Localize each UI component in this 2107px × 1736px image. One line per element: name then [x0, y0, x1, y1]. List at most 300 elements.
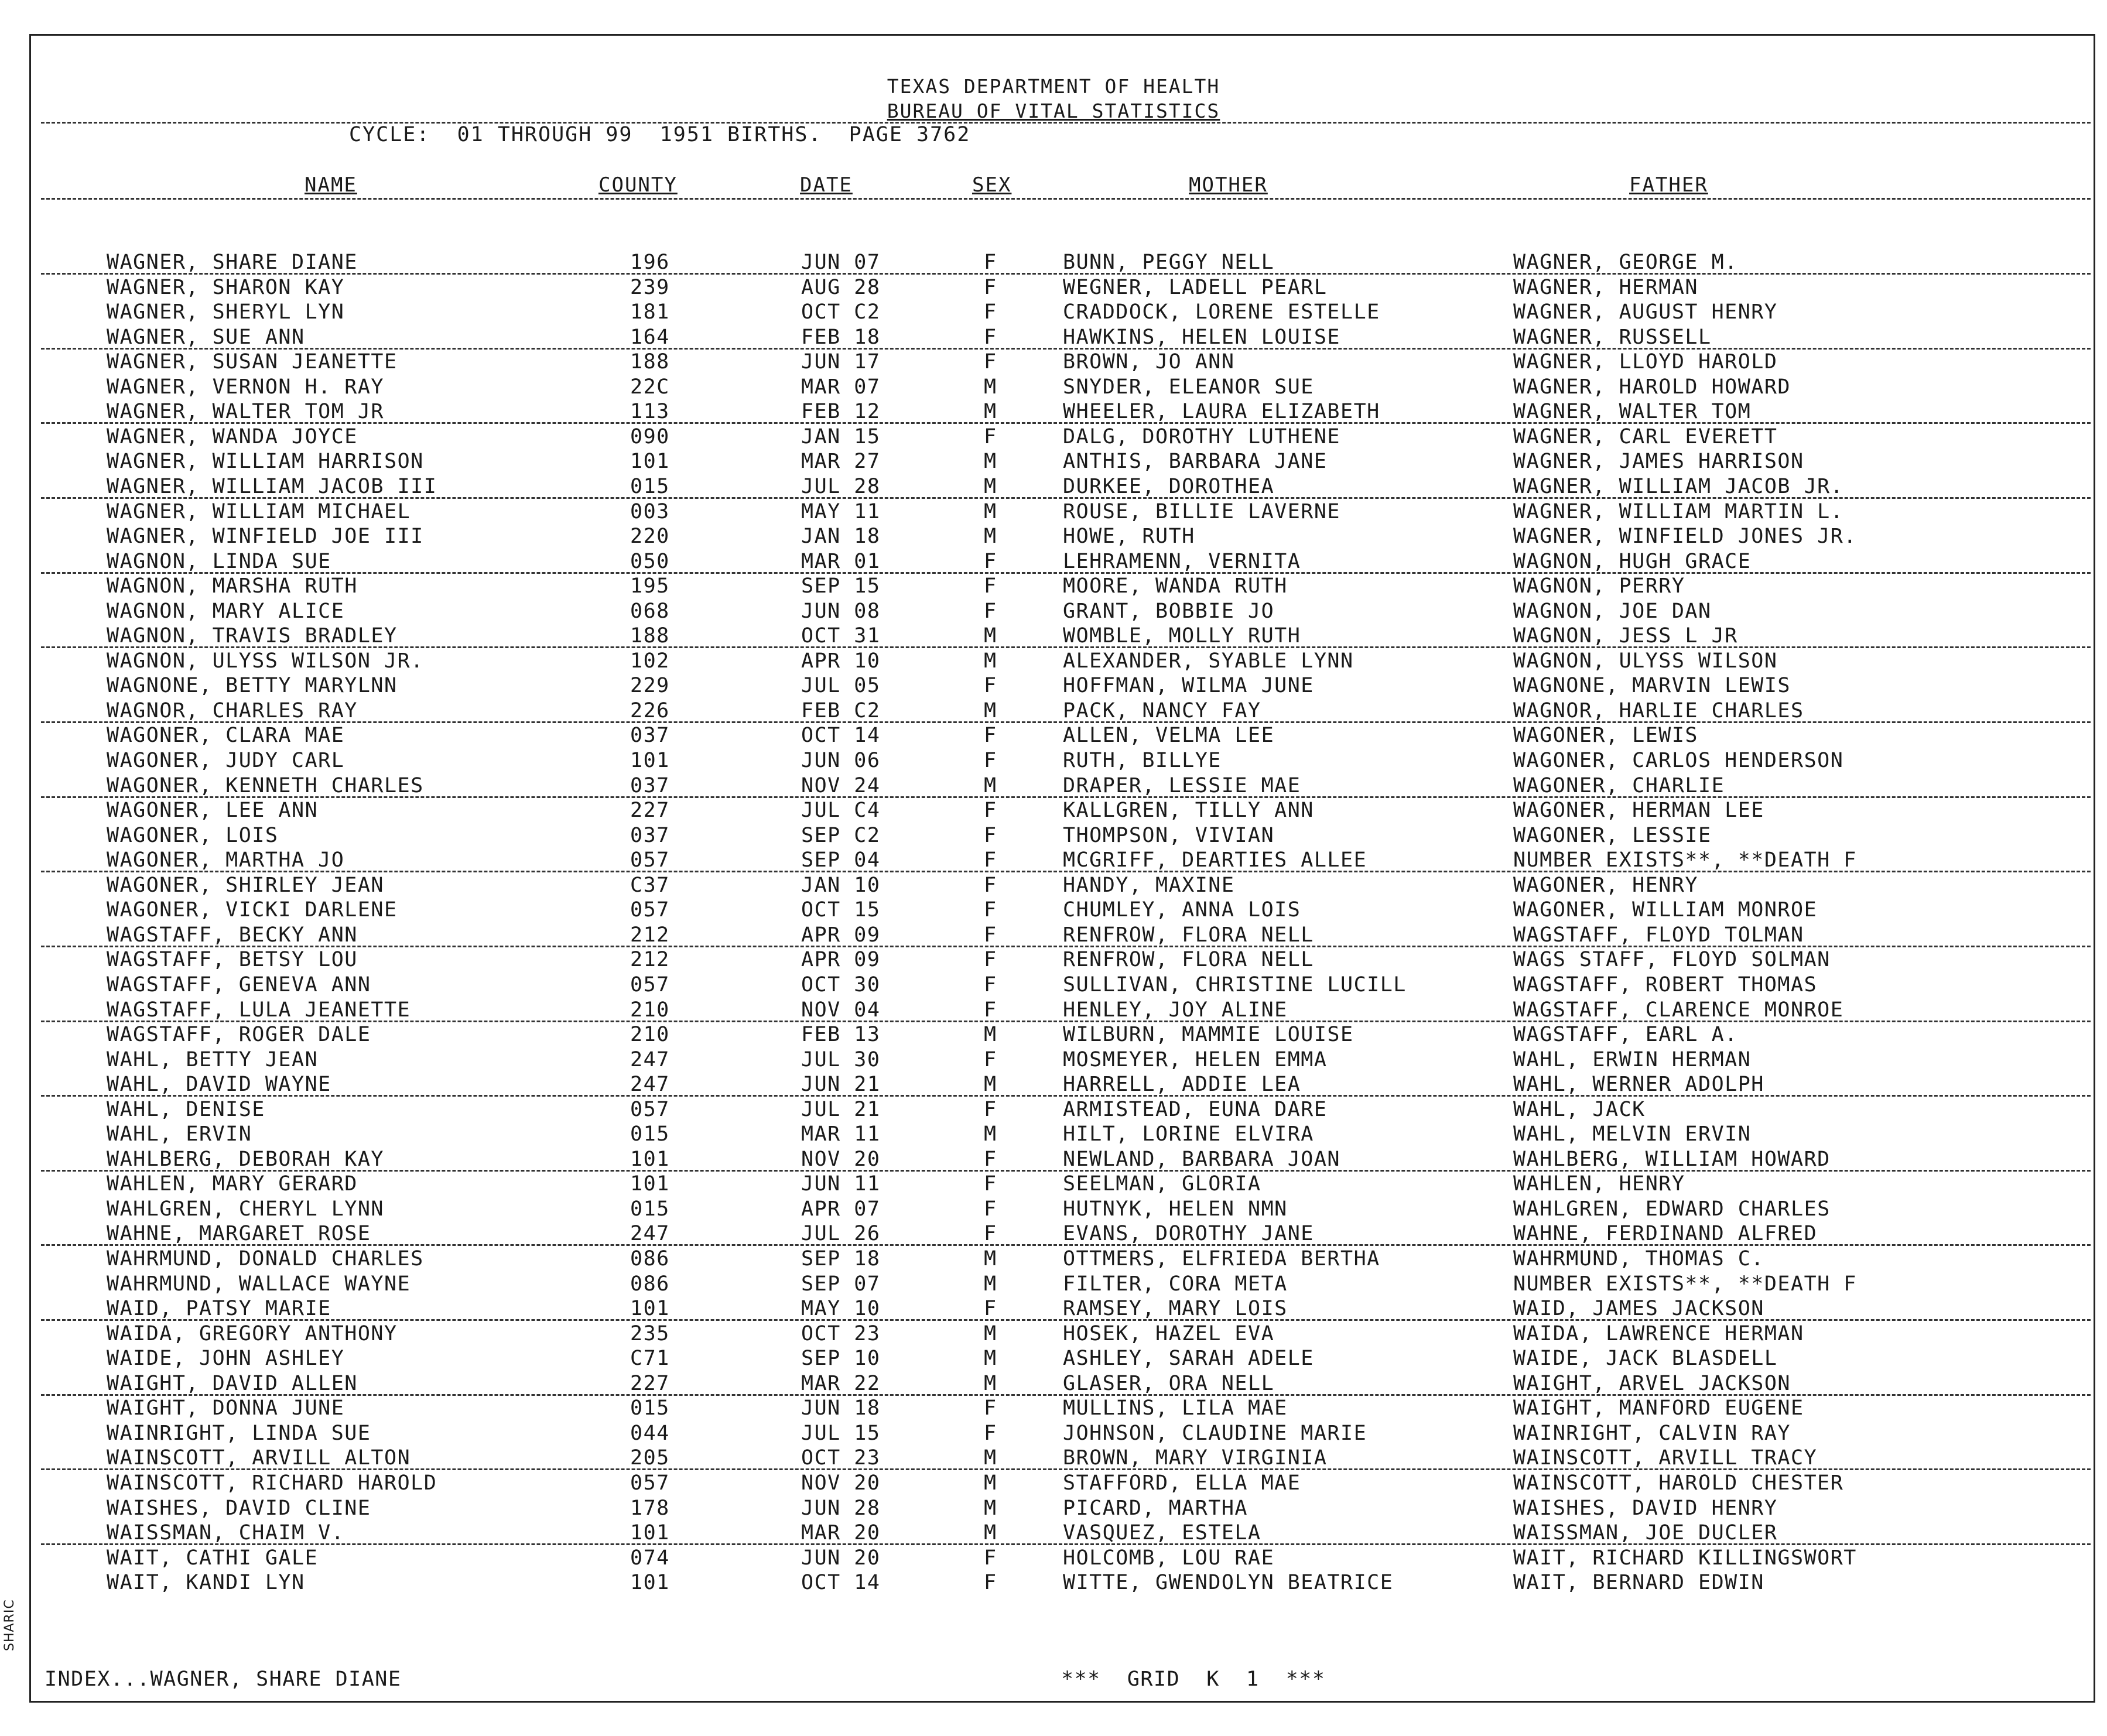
cell-county: 212 [630, 948, 670, 972]
cell-county: 227 [630, 1371, 670, 1395]
cell-mother: HARRELL, ADDIE LEA [1063, 1073, 1301, 1097]
cell-father: WAHL, ERWIN HERMAN [1513, 1047, 1752, 1071]
column-header-mother: MOTHER [1189, 173, 1268, 197]
cell-sex: F [984, 1571, 997, 1595]
row-divider [41, 422, 2091, 424]
cell-mother: HANDY, MAXINE [1063, 873, 1235, 897]
cell-name: WAGSTAFF, BECKY ANN [107, 923, 358, 947]
cell-county: 003 [630, 499, 670, 523]
cell-father: WAGNER, LLOYD HAROLD [1513, 350, 1778, 374]
cell-name: WAGONER, JUDY CARL [107, 749, 345, 772]
cell-county: 057 [630, 1097, 670, 1121]
cell-sex: M [984, 1247, 997, 1271]
cell-mother: OTTMERS, ELFRIEDA BERTHA [1063, 1247, 1380, 1271]
cell-father: WAINSCOTT, ARVILL TRACY [1513, 1446, 1818, 1470]
table-row [0, 874, 2107, 898]
cell-name: WAHL, DENISE [107, 1097, 265, 1121]
cell-county: 037 [630, 773, 670, 797]
table-row [0, 1023, 2107, 1047]
table-row [0, 848, 2107, 873]
cell-sex: F [984, 599, 997, 623]
table-row [0, 1546, 2107, 1571]
cell-county: 057 [630, 848, 670, 872]
cell-father: WAIDE, JACK BLASDELL [1513, 1347, 1778, 1371]
cell-county: 101 [630, 1172, 670, 1196]
footer-grid: *** GRID K 1 *** [1061, 1667, 1326, 1691]
column-header-father: FATHER [1629, 173, 1708, 197]
cell-mother: HAWKINS, HELEN LOUISE [1063, 325, 1341, 349]
cell-date: MAY 10 [801, 1297, 881, 1321]
cell-sex: F [984, 1147, 997, 1171]
cell-date: SEP 04 [801, 848, 881, 872]
table-row [0, 525, 2107, 549]
cell-father: WAHLBERG, WILLIAM HOWARD [1513, 1147, 1831, 1171]
cell-date: SEP 18 [801, 1247, 881, 1271]
cell-date: MAR 20 [801, 1521, 881, 1545]
cell-father: WAHLEN, HENRY [1513, 1172, 1685, 1196]
row-divider [41, 1170, 2091, 1172]
cell-sex: M [984, 400, 997, 424]
cell-mother: PICARD, MARTHA [1063, 1496, 1249, 1520]
cell-county: 044 [630, 1421, 670, 1445]
cell-name: WAGNON, MARSHA RUTH [107, 574, 358, 598]
cell-mother: MOORE, WANDA RUTH [1063, 574, 1288, 598]
row-divider [41, 1244, 2091, 1246]
cell-county: 015 [630, 474, 670, 498]
cell-father: NUMBER EXISTS**, **DEATH F [1513, 1272, 1857, 1296]
cell-sex: M [984, 1023, 997, 1047]
cell-father: WAGONER, CARLOS HENDERSON [1513, 749, 1844, 772]
table-row [0, 1571, 2107, 1595]
cell-sex: F [984, 724, 997, 748]
cell-name: WAGNONE, BETTY MARYLNN [107, 674, 398, 698]
cell-name: WAGNER, WILLIAM HARRISON [107, 450, 424, 474]
cell-name: WAGSTAFF, BETSY LOU [107, 948, 358, 972]
cell-county: C71 [630, 1347, 670, 1371]
cell-sex: M [984, 1496, 997, 1520]
table-row [0, 1497, 2107, 1521]
table-row [0, 1446, 2107, 1471]
cell-sex: F [984, 973, 997, 997]
cell-county: 015 [630, 1396, 670, 1420]
cell-mother: HOLCOMB, LOU RAE [1063, 1546, 1275, 1570]
cell-county: 015 [630, 1122, 670, 1146]
cell-sex: M [984, 649, 997, 673]
cell-sex: F [984, 1047, 997, 1071]
cell-date: OCT 30 [801, 973, 881, 997]
cell-sex: F [984, 1546, 997, 1570]
row-divider [41, 497, 2091, 499]
table-row [0, 1247, 2107, 1272]
cell-sex: F [984, 1172, 997, 1196]
cell-date: FEB 13 [801, 1023, 881, 1047]
table-row [0, 1422, 2107, 1446]
table-row [0, 1322, 2107, 1347]
table-row [0, 674, 2107, 698]
cell-date: APR 09 [801, 923, 881, 947]
cell-date: OCT 23 [801, 1446, 881, 1470]
cell-county: 220 [630, 525, 670, 549]
cell-father: WAGNOR, HARLIE CHARLES [1513, 698, 1804, 723]
cell-county: 102 [630, 649, 670, 673]
cell-mother: EVANS, DOROTHY JANE [1063, 1222, 1314, 1246]
cell-name: WAGONER, SHIRLEY JEAN [107, 873, 385, 897]
cell-sex: F [984, 823, 997, 847]
cell-date: JUN 20 [801, 1546, 881, 1570]
table-row [0, 1471, 2107, 1496]
cell-name: WAIDE, JOHN ASHLEY [107, 1347, 345, 1371]
cell-name: WAHLGREN, CHERYL LYNN [107, 1197, 385, 1221]
cell-father: WAGSTAFF, EARL A. [1513, 1023, 1738, 1047]
cell-mother: NEWLAND, BARBARA JOAN [1063, 1147, 1341, 1171]
table-row [0, 923, 2107, 948]
cell-date: JUL 05 [801, 674, 881, 698]
cell-date: FEB 12 [801, 400, 881, 424]
cell-name: WAGONER, KENNETH CHARLES [107, 773, 424, 797]
cell-name: WAID, PATSY MARIE [107, 1297, 331, 1321]
cell-father: WAGONER, HERMAN LEE [1513, 799, 1764, 823]
cell-date: SEP 07 [801, 1272, 881, 1296]
cell-father: WAGNON, JOE DAN [1513, 599, 1712, 623]
cell-county: 074 [630, 1546, 670, 1570]
side-label: SHARIC [2, 1599, 17, 1651]
cell-name: WAGNER, SHARON KAY [107, 275, 345, 299]
cell-mother: RAMSEY, MARY LOIS [1063, 1297, 1288, 1321]
table-row [0, 624, 2107, 649]
cell-county: 205 [630, 1446, 670, 1470]
cell-father: WAGNON, ULYSS WILSON [1513, 649, 1778, 673]
cell-county: 181 [630, 300, 670, 324]
cell-mother: KALLGREN, TILLY ANN [1063, 799, 1314, 823]
cell-date: JUN 07 [801, 251, 881, 274]
cell-name: WAINRIGHT, LINDA SUE [107, 1421, 371, 1445]
cell-name: WAGNER, WILLIAM JACOB III [107, 474, 437, 498]
cell-name: WAGONER, VICKI DARLENE [107, 898, 398, 922]
table-row [0, 425, 2107, 450]
cell-sex: F [984, 251, 997, 274]
cell-name: WAGNER, WILLIAM MICHAEL [107, 499, 411, 523]
table-row [0, 824, 2107, 848]
cell-father: WAGNER, GEORGE M. [1513, 251, 1738, 274]
cell-county: 037 [630, 724, 670, 748]
cell-father: WAGNER, WALTER TOM [1513, 400, 1752, 424]
cell-name: WAGNER, WANDA JOYCE [107, 424, 358, 448]
cell-father: WAHRMUND, THOMAS C. [1513, 1247, 1764, 1271]
cell-mother: SULLIVAN, CHRISTINE LUCILL [1063, 973, 1407, 997]
row-divider [41, 1468, 2091, 1470]
cell-date: MAR 11 [801, 1122, 881, 1146]
cell-name: WAISSMAN, CHAIM V. [107, 1521, 345, 1545]
cell-mother: HILT, LORINE ELVIRA [1063, 1122, 1314, 1146]
cell-mother: MOSMEYER, HELEN EMMA [1063, 1047, 1328, 1071]
row-divider [41, 348, 2091, 350]
cell-mother: RENFROW, FLORA NELL [1063, 948, 1314, 972]
cell-mother: CRADDOCK, LORENE ESTELLE [1063, 300, 1380, 324]
cell-county: 229 [630, 674, 670, 698]
cell-name: WAGNER, SHERYL LYN [107, 300, 345, 324]
cell-mother: LEHRAMENN, VERNITA [1063, 549, 1301, 573]
row-divider [41, 721, 2091, 723]
cell-father: WAISSMAN, JOE DUCLER [1513, 1521, 1778, 1545]
cell-mother: HOFFMAN, WILMA JUNE [1063, 674, 1314, 698]
column-header-sex: SEX [972, 173, 1012, 197]
cell-father: WAGNER, AUGUST HENRY [1513, 300, 1778, 324]
cell-father: WAGONER, LEWIS [1513, 724, 1699, 748]
cell-mother: ALLEN, VELMA LEE [1063, 724, 1275, 748]
cell-father: WAGONER, WILLIAM MONROE [1513, 898, 1818, 922]
cell-date: JUL C4 [801, 799, 881, 823]
cell-mother: GRANT, BOBBIE JO [1063, 599, 1275, 623]
cell-name: WAGNER, VERNON H. RAY [107, 375, 385, 399]
row-divider [41, 1394, 2091, 1396]
cell-county: 195 [630, 574, 670, 598]
table-row [0, 724, 2107, 748]
cell-sex: M [984, 450, 997, 474]
table-row [0, 1347, 2107, 1371]
cell-father: WAGNER, CARL EVERETT [1513, 424, 1778, 448]
cell-county: 101 [630, 1147, 670, 1171]
cell-mother: CHUMLEY, ANNA LOIS [1063, 898, 1301, 922]
cell-name: WAGONER, LEE ANN [107, 799, 319, 823]
cell-date: MAY 11 [801, 499, 881, 523]
cell-name: WAHRMUND, DONALD CHARLES [107, 1247, 424, 1271]
table-row [0, 1372, 2107, 1396]
cell-sex: M [984, 773, 997, 797]
cell-date: JAN 18 [801, 525, 881, 549]
cell-mother: FILTER, CORA META [1063, 1272, 1288, 1296]
cell-county: 164 [630, 325, 670, 349]
cell-date: JUN 18 [801, 1396, 881, 1420]
column-header-date: DATE [800, 173, 853, 197]
table-row [0, 749, 2107, 773]
cell-father: NUMBER EXISTS**, **DEATH F [1513, 848, 1857, 872]
cell-date: MAR 22 [801, 1371, 881, 1395]
row-divider [41, 572, 2091, 574]
cell-date: SEP C2 [801, 823, 881, 847]
cell-mother: ARMISTEAD, EUNA DARE [1063, 1097, 1328, 1121]
cell-date: NOV 20 [801, 1471, 881, 1495]
cell-father: WAHL, JACK [1513, 1097, 1646, 1121]
cell-sex: F [984, 898, 997, 922]
cell-name: WAGONER, LOIS [107, 823, 279, 847]
cell-sex: F [984, 674, 997, 698]
cell-sex: F [984, 948, 997, 972]
cell-date: JAN 10 [801, 873, 881, 897]
cell-father: WAIGHT, ARVEL JACKSON [1513, 1371, 1791, 1395]
cell-name: WAHL, BETTY JEAN [107, 1047, 319, 1071]
table-row [0, 1396, 2107, 1421]
cell-name: WAINSCOTT, ARVILL ALTON [107, 1446, 411, 1470]
cell-county: 235 [630, 1321, 670, 1345]
cell-father: WAGONER, HENRY [1513, 873, 1699, 897]
cell-father: WAIT, RICHARD KILLINGSWORT [1513, 1546, 1857, 1570]
cell-name: WAHLEN, MARY GERARD [107, 1172, 358, 1196]
cell-county: 101 [630, 749, 670, 772]
cell-mother: WEGNER, LADELL PEARL [1063, 275, 1328, 299]
cell-county: 086 [630, 1272, 670, 1296]
cell-name: WAIGHT, DONNA JUNE [107, 1396, 345, 1420]
table-row [0, 898, 2107, 923]
row-divider [41, 1021, 2091, 1022]
cell-mother: PACK, NANCY FAY [1063, 698, 1261, 723]
table-row [0, 400, 2107, 424]
cell-name: WAGSTAFF, LULA JEANETTE [107, 998, 411, 1022]
cell-date: JUN 17 [801, 350, 881, 374]
cell-father: WAGNONE, MARVIN LEWIS [1513, 674, 1791, 698]
cell-sex: M [984, 1122, 997, 1146]
cell-mother: ASHLEY, SARAH ADELE [1063, 1347, 1314, 1371]
cell-date: FEB C2 [801, 698, 881, 723]
cell-father: WAHLGREN, EDWARD CHARLES [1513, 1197, 1831, 1221]
cell-county: 247 [630, 1047, 670, 1071]
cell-name: WAGSTAFF, ROGER DALE [107, 1023, 371, 1047]
cell-name: WAHL, DAVID WAYNE [107, 1073, 331, 1097]
cell-date: OCT 14 [801, 724, 881, 748]
cell-county: 196 [630, 251, 670, 274]
cell-mother: RUTH, BILLYE [1063, 749, 1222, 772]
footer-index: INDEX...WAGNER, SHARE DIANE [45, 1667, 402, 1691]
cell-mother: MULLINS, LILA MAE [1063, 1396, 1288, 1420]
table-row [0, 450, 2107, 474]
row-divider [41, 1095, 2091, 1097]
cell-sex: F [984, 873, 997, 897]
cell-name: WAGONER, MARTHA JO [107, 848, 345, 872]
cell-father: WAGNER, WILLIAM MARTIN L. [1513, 499, 1844, 523]
cell-sex: M [984, 1272, 997, 1296]
cell-county: 22C [630, 375, 670, 399]
cell-sex: F [984, 1396, 997, 1420]
table-row [0, 1098, 2107, 1122]
column-header-name: NAME [305, 173, 357, 197]
cell-county: 210 [630, 998, 670, 1022]
column-header-county: COUNTY [598, 173, 678, 197]
table-row [0, 475, 2107, 499]
cell-date: JUL 30 [801, 1047, 881, 1071]
cell-name: WAHLBERG, DEBORAH KAY [107, 1147, 385, 1171]
cell-date: MAR 27 [801, 450, 881, 474]
cell-mother: WOMBLE, MOLLY RUTH [1063, 624, 1301, 648]
cell-name: WAHL, ERVIN [107, 1122, 252, 1146]
table-row [0, 550, 2107, 574]
cell-date: APR 10 [801, 649, 881, 673]
row-divider [41, 946, 2091, 947]
cell-mother: ALEXANDER, SYABLE LYNN [1063, 649, 1354, 673]
cell-date: JUL 21 [801, 1097, 881, 1121]
cell-county: 239 [630, 275, 670, 299]
cell-father: WAHL, MELVIN ERVIN [1513, 1122, 1752, 1146]
cell-county: 050 [630, 549, 670, 573]
cell-sex: F [984, 1097, 997, 1121]
cell-sex: F [984, 799, 997, 823]
cell-father: WAHNE, FERDINAND ALFRED [1513, 1222, 1818, 1246]
cell-county: 101 [630, 450, 670, 474]
cell-father: WAGNER, HERMAN [1513, 275, 1699, 299]
cell-mother: SEELMAN, GLORIA [1063, 1172, 1261, 1196]
cell-date: SEP 10 [801, 1347, 881, 1371]
cell-name: WAIGHT, DAVID ALLEN [107, 1371, 358, 1395]
cell-mother: ANTHIS, BARBARA JANE [1063, 450, 1328, 474]
table-row [0, 1172, 2107, 1197]
cell-sex: F [984, 325, 997, 349]
cell-father: WAHL, WERNER ADOLPH [1513, 1073, 1764, 1097]
cell-date: JUN 11 [801, 1172, 881, 1196]
cell-mother: RENFROW, FLORA NELL [1063, 923, 1314, 947]
cell-name: WAIT, KANDI LYN [107, 1571, 305, 1595]
cell-county: 188 [630, 350, 670, 374]
cell-name: WAGNON, ULYSS WILSON JR. [107, 649, 424, 673]
table-row [0, 276, 2107, 300]
table-row [0, 350, 2107, 375]
cell-county: 247 [630, 1073, 670, 1097]
cell-sex: M [984, 1471, 997, 1495]
cell-date: MAR 01 [801, 549, 881, 573]
cell-mother: HOWE, RUTH [1063, 525, 1195, 549]
cell-father: WAGNON, HUGH GRACE [1513, 549, 1752, 573]
cell-father: WAIT, BERNARD EDWIN [1513, 1571, 1764, 1595]
cell-date: APR 09 [801, 948, 881, 972]
cell-county: 068 [630, 599, 670, 623]
cell-mother: DRAPER, LESSIE MAE [1063, 773, 1301, 797]
cell-sex: M [984, 474, 997, 498]
cell-date: JUL 28 [801, 474, 881, 498]
cell-sex: M [984, 1073, 997, 1097]
table-row [0, 1272, 2107, 1297]
cell-name: WAGNON, TRAVIS BRADLEY [107, 624, 398, 648]
cell-sex: M [984, 525, 997, 549]
cell-sex: M [984, 1521, 997, 1545]
cell-date: OCT C2 [801, 300, 881, 324]
cell-county: 057 [630, 898, 670, 922]
cell-date: OCT 31 [801, 624, 881, 648]
cell-mother: WILBURN, MAMMIE LOUISE [1063, 1023, 1354, 1047]
cell-sex: F [984, 350, 997, 374]
cell-mother: MCGRIFF, DEARTIES ALLEE [1063, 848, 1367, 872]
cell-county: 188 [630, 624, 670, 648]
row-divider [41, 796, 2091, 798]
cell-date: OCT 15 [801, 898, 881, 922]
cell-sex: M [984, 1321, 997, 1345]
cell-county: 113 [630, 400, 670, 424]
cell-county: 247 [630, 1222, 670, 1246]
cell-county: 015 [630, 1197, 670, 1221]
cell-name: WAGNER, WINFIELD JOE III [107, 525, 424, 549]
cell-date: NOV 24 [801, 773, 881, 797]
table-row [0, 1297, 2107, 1321]
table-row [0, 500, 2107, 525]
table-row [0, 1521, 2107, 1546]
cell-sex: M [984, 624, 997, 648]
cell-name: WAINSCOTT, RICHARD HAROLD [107, 1471, 437, 1495]
cell-date: NOV 20 [801, 1147, 881, 1171]
table-row [0, 699, 2107, 724]
cell-mother: THOMPSON, VIVIAN [1063, 823, 1275, 847]
cell-county: 086 [630, 1247, 670, 1271]
cell-mother: SNYDER, ELEANOR SUE [1063, 375, 1314, 399]
cell-sex: F [984, 424, 997, 448]
cell-mother: HENLEY, JOY ALINE [1063, 998, 1288, 1022]
table-row [0, 1048, 2107, 1073]
table-row [0, 649, 2107, 674]
cell-name: WAGNER, SHARE DIANE [107, 251, 358, 274]
row-divider [41, 1543, 2091, 1545]
cell-name: WAGNON, MARY ALICE [107, 599, 345, 623]
cell-date: FEB 18 [801, 325, 881, 349]
cell-name: WAGSTAFF, GENEVA ANN [107, 973, 371, 997]
cell-date: APR 07 [801, 1197, 881, 1221]
cell-date: MAR 07 [801, 375, 881, 399]
cell-mother: WHEELER, LAURA ELIZABETH [1063, 400, 1380, 424]
cell-sex: F [984, 923, 997, 947]
